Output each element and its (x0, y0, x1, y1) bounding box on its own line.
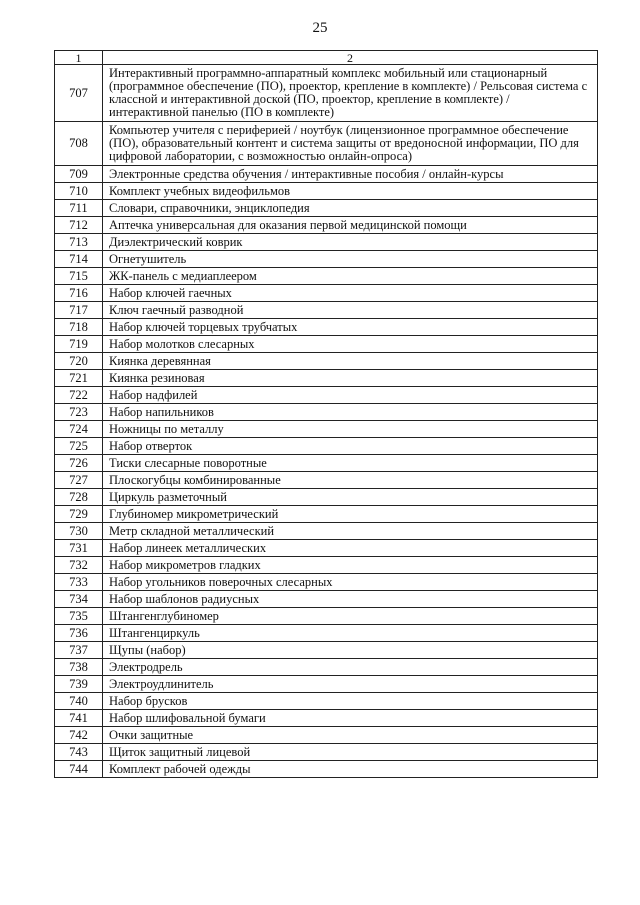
row-number: 709 (55, 166, 103, 183)
row-description: Набор ключей торцевых трубчатых (103, 319, 598, 336)
row-number: 720 (55, 353, 103, 370)
row-number: 716 (55, 285, 103, 302)
row-description: Набор напильников (103, 404, 598, 421)
row-number: 726 (55, 455, 103, 472)
table-row (55, 370, 598, 387)
table-row (55, 122, 598, 166)
table-row (55, 387, 598, 404)
row-number: 739 (55, 676, 103, 693)
row-number: 711 (55, 200, 103, 217)
row-description: Электронные средства обучения / интерактивные пособия / онлайн-курсы (103, 166, 598, 183)
table-row (55, 693, 598, 710)
table-row (55, 166, 598, 183)
row-number: 737 (55, 642, 103, 659)
table-row (55, 200, 598, 217)
row-description: Щиток защитный лицевой (103, 744, 598, 761)
table-row (55, 540, 598, 557)
page-number: 25 (312, 20, 328, 36)
row-description: Циркуль разметочный (103, 489, 598, 506)
row-description: Диэлектрический коврик (103, 234, 598, 251)
row-description: Набор линеек металлических (103, 540, 598, 557)
row-description: Набор отверток (103, 438, 598, 455)
row-description: Набор ключей гаечных (103, 285, 598, 302)
table-row (55, 676, 598, 693)
row-number: 741 (55, 710, 103, 727)
row-number: 732 (55, 557, 103, 574)
row-description: Аптечка универсальная для оказания первой медицинской помощи (103, 217, 598, 234)
row-description: ЖК-панель с медиаплеером (103, 268, 598, 285)
row-number: 727 (55, 472, 103, 489)
table-row (55, 421, 598, 438)
table-row (55, 404, 598, 421)
table-row (55, 455, 598, 472)
row-description: Огнетушитель (103, 251, 598, 268)
row-description: Словари, справочники, энциклопедия (103, 200, 598, 217)
row-description: Очки защитные (103, 727, 598, 744)
table-row (55, 217, 598, 234)
row-number: 734 (55, 591, 103, 608)
row-description: Штангенциркуль (103, 625, 598, 642)
row-number: 725 (55, 438, 103, 455)
table-row (55, 608, 598, 625)
row-description: Киянка резиновая (103, 370, 598, 387)
row-number: 724 (55, 421, 103, 438)
row-number: 742 (55, 727, 103, 744)
row-description: Компьютер учителя с периферией / ноутбук (лицензионное программное обеспечение (ПО), образовательный контент и система защиты от вредоносной информации, ПО для цифровой лаборатории, с возможностью онлайн-опроса) (103, 122, 598, 166)
row-description: Ключ гаечный разводной (103, 302, 598, 319)
table-row (55, 353, 598, 370)
row-number: 735 (55, 608, 103, 625)
row-description: Электроудлинитель (103, 676, 598, 693)
row-number: 728 (55, 489, 103, 506)
row-description: Набор брусков (103, 693, 598, 710)
row-number: 731 (55, 540, 103, 557)
table-row (55, 65, 598, 122)
row-description: Набор микрометров гладких (103, 557, 598, 574)
row-number: 718 (55, 319, 103, 336)
table-row (55, 489, 598, 506)
row-description: Комплект рабочей одежды (103, 761, 598, 778)
row-description: Набор шаблонов радиусных (103, 591, 598, 608)
equipment-table (54, 50, 598, 778)
table-row (55, 761, 598, 778)
row-number: 721 (55, 370, 103, 387)
row-number: 710 (55, 183, 103, 200)
table-body (55, 51, 598, 778)
row-number: 717 (55, 302, 103, 319)
row-description: Набор молотков слесарных (103, 336, 598, 353)
row-number: 723 (55, 404, 103, 421)
row-description: Тиски слесарные поворотные (103, 455, 598, 472)
row-number: 733 (55, 574, 103, 591)
table-row (55, 710, 598, 727)
table-row (55, 744, 598, 761)
table-row (55, 234, 598, 251)
row-description: Ножницы по металлу (103, 421, 598, 438)
row-description: Набор угольников поверочных слесарных (103, 574, 598, 591)
table-row (55, 591, 598, 608)
row-description: Щупы (набор) (103, 642, 598, 659)
row-number: 715 (55, 268, 103, 285)
column-header-number: 1 (55, 51, 103, 65)
table-row (55, 302, 598, 319)
row-number: 730 (55, 523, 103, 540)
table-header-row (55, 51, 598, 65)
row-description: Плоскогубцы комбинированные (103, 472, 598, 489)
column-header-name: 2 (103, 51, 598, 65)
table-row (55, 659, 598, 676)
table-row (55, 472, 598, 489)
row-number: 736 (55, 625, 103, 642)
row-description: Набор надфилей (103, 387, 598, 404)
row-number: 707 (55, 65, 103, 122)
table-row (55, 642, 598, 659)
table-row (55, 268, 598, 285)
row-description: Набор шлифовальной бумаги (103, 710, 598, 727)
table-row (55, 727, 598, 744)
row-number: 714 (55, 251, 103, 268)
row-description: Метр складной металлический (103, 523, 598, 540)
row-number: 708 (55, 122, 103, 166)
table-row (55, 438, 598, 455)
row-number: 738 (55, 659, 103, 676)
table-row (55, 251, 598, 268)
table-row (55, 319, 598, 336)
table-row (55, 557, 598, 574)
row-number: 729 (55, 506, 103, 523)
row-description: Электродрель (103, 659, 598, 676)
row-number: 713 (55, 234, 103, 251)
row-number: 719 (55, 336, 103, 353)
row-description: Комплект учебных видеофильмов (103, 183, 598, 200)
table-row (55, 523, 598, 540)
table-row (55, 285, 598, 302)
row-description: Штангенглубиномер (103, 608, 598, 625)
row-description: Киянка деревянная (103, 353, 598, 370)
row-number: 743 (55, 744, 103, 761)
row-number: 744 (55, 761, 103, 778)
row-number: 740 (55, 693, 103, 710)
table-row (55, 506, 598, 523)
table-row (55, 625, 598, 642)
row-description: Интерактивный программно-аппаратный комплекс мобильный или стационарный (программное обеспечение (ПО), проектор, крепление в комплекте) / Рельсовая система с классной и интерактивной доской (ПО, проектор, крепление в комплекте) / интерактивной панелью (ПО в комплекте) (103, 65, 598, 122)
table-row (55, 336, 598, 353)
table-row (55, 574, 598, 591)
row-number: 712 (55, 217, 103, 234)
row-number: 722 (55, 387, 103, 404)
table-row (55, 183, 598, 200)
row-description: Глубиномер микрометрический (103, 506, 598, 523)
